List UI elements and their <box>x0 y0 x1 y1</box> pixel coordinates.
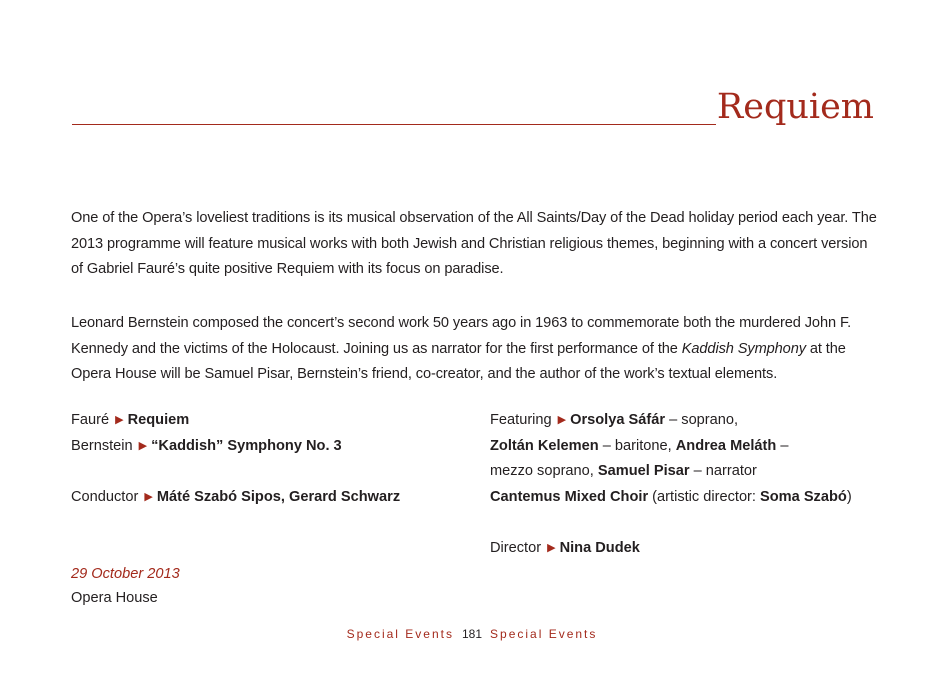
intro-paragraph-2-text-b: at the Opera House will be Samuel Pisar, Bernstein’s friend, co-creator, and the author of the work’s textual elements. <box>71 340 846 382</box>
event-venue: Opera House <box>71 590 158 606</box>
soprano-role: – soprano, <box>665 412 739 428</box>
baritone-role: – baritone, <box>598 437 676 454</box>
kaddish-symphony-title: Kaddish Symphony <box>681 340 806 357</box>
footer-section-right: Special Events <box>490 627 598 641</box>
intro-paragraph-2-text-a: Leonard Bernstein composed the concert’s second work 50 years ago in 1963 to commemorate both the murdered John F. Kennedy and the victims of the Holocaust. Joining us as narrator for the first performance of the <box>71 315 852 357</box>
mezzo-role: mezzo soprano, <box>490 463 598 479</box>
narrator-role: – narrator <box>689 463 757 479</box>
page-number: 181 <box>461 627 483 641</box>
featuring-row-3 <box>490 459 852 485</box>
program-row-conductor <box>71 485 400 511</box>
play-arrow-icon: ▶ <box>144 490 153 503</box>
featuring-row-2 <box>490 434 852 460</box>
faure-label: Fauré <box>71 412 110 428</box>
bernstein-work: “Kaddish” Symphony No. 3 <box>151 437 342 454</box>
bernstein-label: Bernstein <box>71 437 133 454</box>
mezzo-dash: – <box>776 437 789 454</box>
director-name: Nina Dudek <box>559 539 640 556</box>
program-row-bernstein <box>71 434 400 460</box>
conductor-names: Máté Szabó Sipos, Gerard Schwarz <box>156 488 401 505</box>
choir-role-open: (artistic director: <box>648 488 761 505</box>
intro-paragraph-2 <box>71 311 881 388</box>
header-rule <box>72 124 716 125</box>
featuring-column <box>490 408 852 561</box>
play-arrow-icon: ▶ <box>138 439 148 452</box>
conductor-label: Conductor <box>71 488 139 505</box>
featuring-row-1 <box>490 408 852 434</box>
featuring-row-director <box>490 536 852 562</box>
page-title: Requiem <box>716 87 874 127</box>
featuring-row-4 <box>490 485 852 511</box>
play-arrow-icon: ▶ <box>547 541 556 554</box>
play-arrow-icon: ▶ <box>557 414 567 426</box>
soprano-name: Orsolya Sáfár <box>570 412 666 428</box>
program-column <box>71 408 400 510</box>
program-row-faure <box>71 408 400 434</box>
mezzo-name: Andrea Meláth <box>675 437 777 454</box>
page-footer <box>0 627 944 641</box>
spacer <box>490 510 852 536</box>
play-arrow-icon: ▶ <box>115 414 124 426</box>
spacer <box>71 459 400 485</box>
narrator-name: Samuel Pisar <box>597 463 690 479</box>
choir-role-close: ) <box>846 488 852 505</box>
faure-work: Requiem <box>127 412 190 428</box>
intro-paragraph-1: One of the Opera’s loveliest traditions is its musical observation of the All Saints/Day of the Dead holiday period each year. The 2013 programme will feature musical works with both Jewish and Christian religious themes, beginning with a concert version of Gabriel Fauré’s quite positive Requiem with its focus on paradise. <box>71 210 877 277</box>
baritone-name: Zoltán Kelemen <box>490 437 599 454</box>
featuring-label: Featuring <box>490 412 552 428</box>
choir-name: Cantemus Mixed Choir <box>490 488 649 505</box>
choir-director: Soma Szabó <box>760 488 847 505</box>
footer-section-left: Special Events <box>346 627 454 641</box>
director-label: Director <box>490 539 542 556</box>
event-date: 29 October 2013 <box>71 566 180 582</box>
